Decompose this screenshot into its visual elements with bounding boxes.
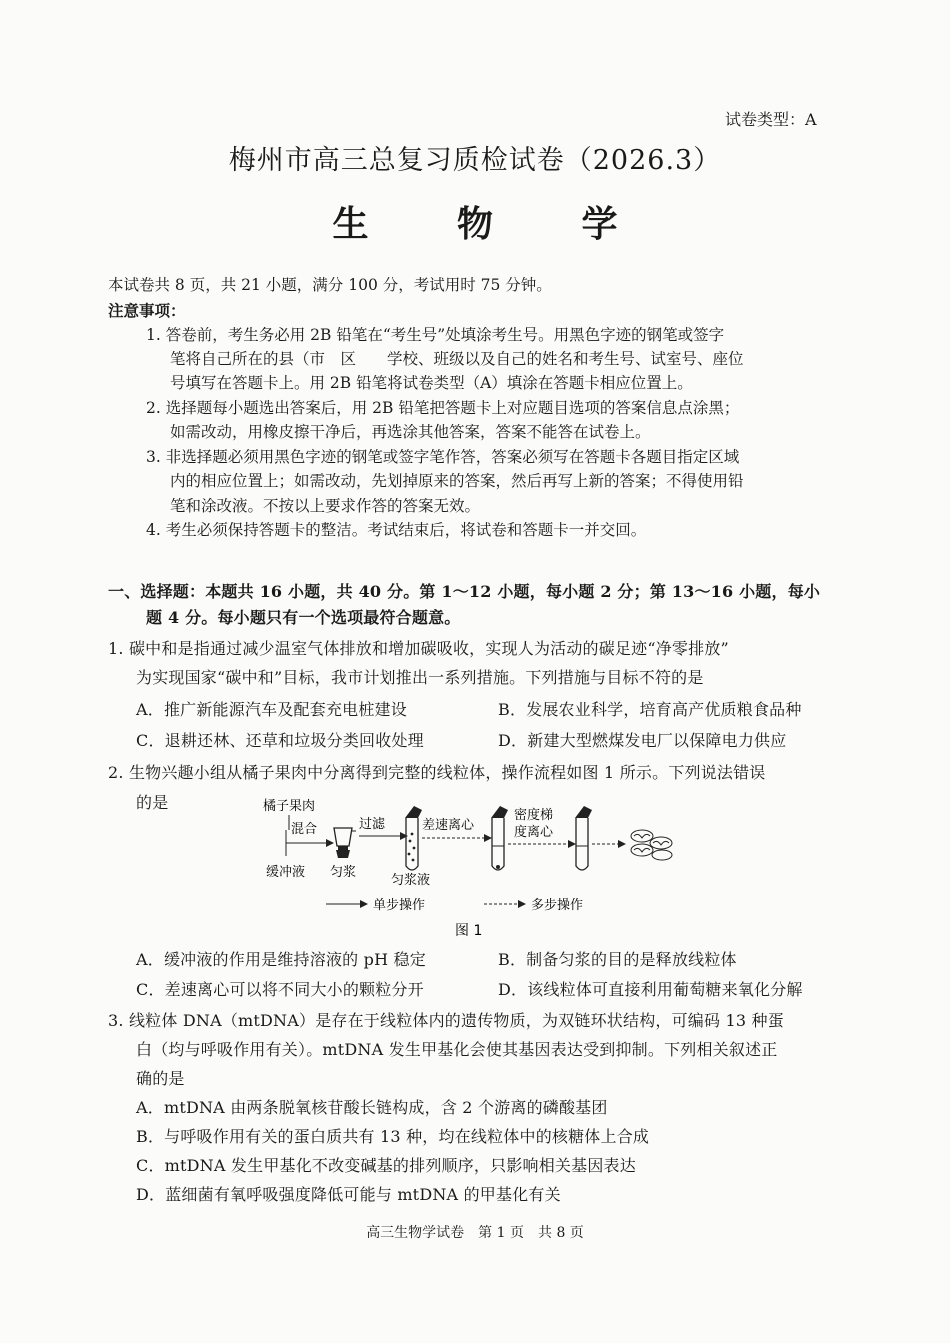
q2-stem-line-2: 的是 [136,793,169,812]
fig-label-filter: 过滤 [359,817,386,832]
notice-1-line-3: 号填写在答题卡上。用 2B 铅笔将试卷类型（A）填涂在答题卡相应位置上。 [170,374,693,392]
fig-label-mix: 混合 [291,822,318,837]
q1-option-c: C．退耕还林、还草和垃圾分类回收处理 [136,731,424,750]
q3-option-c: C．mtDNA 发生甲基化不改变碱基的排列顺序，只影响相关基因表达 [136,1156,636,1175]
blender-icon [334,828,356,858]
arrowhead-density-centrifuge [568,840,576,848]
fig-label-density-2: 度离心 [514,825,554,840]
paper-type: 试卷类型：A [725,110,817,129]
q1-stem-line-2: 为实现国家“碳中和”目标，我市计划推出一系列措施。下列措施与目标不符的是 [136,668,704,687]
legend-single-arrowhead [360,900,368,908]
section-heading-line-1: 一、选择题：本题共 16 小题，共 40 分。第 1～12 小题，每小题 2 分；第 13～16 小题，每小 [108,582,821,601]
notice-2-line-2: 如需改动，用橡皮擦干净后，再选涂其他答案，答案不能答在试卷上。 [170,423,651,441]
legend-multi-step: 多步操作 [531,898,584,913]
tube-1-icon [405,806,422,870]
q2-option-d: D．该线粒体可直接利用葡萄糖来氧化分解 [498,980,803,999]
q2-option-c: C．差速离心可以将不同大小的颗粒分开 [136,980,424,999]
notice-3-line-3: 笔和涂改液。不按以上要求作答的答案无效。 [170,497,481,515]
q2-option-b: B．制备匀浆的目的是释放线粒体 [498,950,737,969]
fig-label-diff-centrifuge: 差速离心 [422,818,475,833]
arrowhead-filter [400,832,408,840]
fig-label-homogenize: 匀浆 [330,865,357,880]
section-heading-line-2: 题 4 分。每小题只有一个选项最符合题意。 [146,608,461,627]
fig-label-homogenate: 匀浆液 [391,873,431,888]
q1-option-a: A．推广新能源汽车及配套充电桩建设 [136,700,407,719]
q3-option-d: D．蓝细菌有氧呼吸强度降低可能与 mtDNA 的甲基化有关 [136,1185,561,1204]
q3-option-a: A．mtDNA 由两条脱氧核苷酸长链构成，含 2 个游离的磷酸基团 [136,1098,608,1117]
intro-text: 本试卷共 8 页，共 21 小题，满分 100 分，考试用时 75 分钟。 [108,276,552,294]
notice-1-line-2: 笔将自己所在的县（市 区 学校、班级以及自己的姓名和考生号、试室号、座位 [170,350,744,368]
q3-option-b: B．与呼吸作用有关的蛋白质共有 13 种，均在线粒体中的核糖体上合成 [136,1127,650,1146]
q3-stem-line-3: 确的是 [136,1069,185,1088]
tube-2-icon [491,806,508,870]
notice-3-line-2: 内的相应位置上；如需改动，先划掉原来的答案，然后再写上新的答案；不得使用铅 [170,472,744,490]
legend-multi-arrowhead [518,900,526,908]
arrowhead-result [618,840,626,848]
arrowhead-mix [326,839,334,847]
q2-option-a: A．缓冲液的作用是维持溶液的 pH 稳定 [136,950,426,969]
figure-caption: 图 1 [455,923,483,939]
exam-title: 梅州市高三总复习质检试卷（2026.3） [228,145,722,176]
q3-stem-line-1: 3. 线粒体 DNA（mtDNA）是存在于线粒体内的遗传物质，为双链环状结构，可编码 13 种蛋 [108,1011,784,1030]
q3-stem-line-2: 白（均与呼吸作用有关）。mtDNA 发生甲基化会使其基因表达受到抑制。下列相关叙述正 [136,1040,778,1059]
notice-3-line-1: 3. 非选择题必须用黑色字迹的钢笔或签字笔作答，答案必须写在答题卡各题目指定区域 [146,448,740,466]
fig-label-orange-pulp: 橘子果肉 [263,799,316,814]
tube-3-icon [575,806,592,870]
notice-heading: 注意事项： [108,301,186,320]
legend-single-step: 单步操作 [373,898,426,913]
arrowhead-diff-centrifuge [484,834,492,842]
q1-option-d: D．新建大型燃煤发电厂以保障电力供应 [498,731,787,750]
notice-2-line-1: 2. 选择题每小题选出答案后，用 2B 铅笔把答题卡上对应题目选项的答案信息点涂黑； [146,399,740,417]
notice-1-line-1: 1. 答卷前，考生务必用 2B 铅笔在“考生号”处填涂考生号。用黑色字迹的钢笔或签字 [146,326,725,344]
page-footer: 高三生物学试卷 第 1 页 共 8 页 [366,1225,584,1241]
figure-1-flowchart [256,796,716,941]
subject-title: 生 物 学 [332,203,656,245]
fig-label-density-1: 密度梯 [514,808,554,823]
q1-option-b: B．发展农业科学，培育高产优质粮食品种 [498,700,802,719]
fig-label-buffer: 缓冲液 [266,865,306,880]
q2-stem-line-1: 2. 生物兴趣小组从橘子果肉中分离得到完整的线粒体，操作流程如图 1 所示。下列说法错误 [108,763,766,782]
notice-4-line-1: 4. 考生必须保持答题卡的整洁。考试结束后，将试卷和答题卡一并交回。 [146,521,647,539]
mitochondria-icon [631,830,672,860]
q1-stem-line-1: 1. 碳中和是指通过减少温室气体排放和增加碳吸收，实现人为活动的碳足迹“净零排放” [108,639,729,658]
